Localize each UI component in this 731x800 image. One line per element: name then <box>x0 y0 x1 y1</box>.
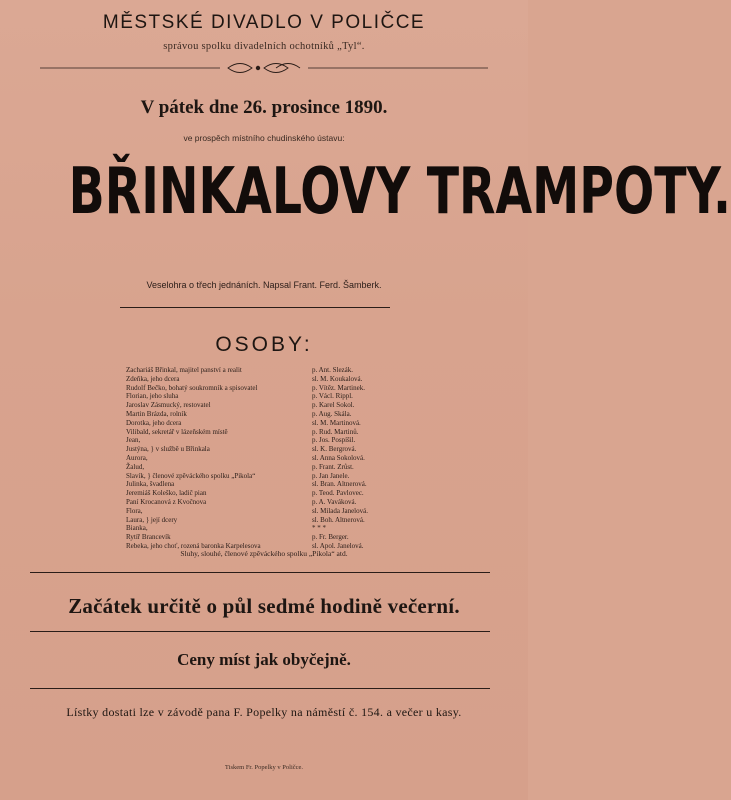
divider <box>30 572 490 573</box>
cast-row <box>126 366 416 375</box>
actor: p. Aug. Skála. <box>312 409 352 418</box>
play-title: BŘINKALOVY TRAMPOTY. <box>68 155 731 229</box>
role: Dorotka, jeho dcera <box>126 418 182 427</box>
actor: p. A. Vaváková. <box>312 497 357 506</box>
role: Aurora, <box>126 453 148 462</box>
actor: sl. K. Bergrová. <box>312 445 357 454</box>
role: Jeremiáš Koleško, ladič pian <box>126 489 207 498</box>
cast-row <box>126 375 416 384</box>
cast-row <box>126 392 416 401</box>
cast-row <box>126 454 416 463</box>
printer-imprint: Tiskem Fr. Popelky v Poličce. <box>224 764 304 771</box>
actor: p. Frant. Zrůst. <box>312 462 354 471</box>
cast-row <box>126 384 416 393</box>
actor: sl. Bran. Altnerová. <box>312 480 367 489</box>
tickets-notice: Lístky dostati lze v závodě pana F. Popelky na náměstí č. 154. a večer u kasy. <box>66 705 462 719</box>
role: Vilibald, sekretář v lázeňském místě <box>126 427 228 436</box>
actor: p. Ant. Slezák. <box>312 366 354 374</box>
role: Julinka, švadlena <box>126 480 175 489</box>
cast-row <box>126 533 416 542</box>
actor: p. Karel Sokol. <box>312 401 355 410</box>
role: Flora, <box>126 506 143 515</box>
actor: p. Jan Janele. <box>312 471 350 480</box>
role: Rudolf Bečko, bohatý soukromník a spisovatel <box>126 383 258 392</box>
prices-notice: Ceny míst jak obyčejně. <box>177 650 351 669</box>
cast-row <box>126 410 416 419</box>
performance-date: V pátek dne 26. prosince 1890. <box>140 97 388 118</box>
actor: p. Teod. Pavlovec. <box>312 489 364 498</box>
role: Rebeka, jeho choť, rozená baronka Karpelesova <box>126 541 261 550</box>
role: Slavík, } členové zpěváckého spolku „Pikola“ <box>126 471 256 480</box>
role: Florian, jeho sluha <box>126 392 179 401</box>
cast-row <box>126 436 416 445</box>
cast-row <box>126 428 416 437</box>
extras-line: Sluhy, slouhé, členové zpěváckého spolku „Pikola“ atd. <box>180 549 348 558</box>
cast-row <box>126 498 416 507</box>
divider <box>30 688 490 689</box>
role: Jean, <box>126 436 141 445</box>
cast-list <box>126 366 416 551</box>
role: Zdeňka, jeho dcera <box>126 374 180 383</box>
cast-row <box>126 419 416 428</box>
actor: p. Rud. Martinů. <box>312 427 359 436</box>
cast-heading: OSOBY: <box>215 333 313 356</box>
actor: sl. Anna Sokolová. <box>312 453 365 462</box>
actor: sl. Boh. Altnerová. <box>312 515 365 524</box>
start-time-notice: Začátek určitě o půl sedmé hodině večerní. <box>68 594 460 618</box>
actor: * * * <box>312 524 326 533</box>
benefit-line: ve prospěch místního chudinského ústavu: <box>183 133 345 143</box>
cast-row <box>126 524 416 533</box>
role: Bianka, <box>126 524 148 533</box>
divider <box>30 631 490 632</box>
role: Laura, } její dcery <box>126 515 178 524</box>
cast-row <box>126 401 416 410</box>
actor: p. Fr. Berger. <box>312 533 349 542</box>
divider <box>120 307 390 308</box>
role: Zachariáš Břinkal, majitel panství a realit <box>126 366 242 374</box>
cast-row <box>126 472 416 481</box>
role: Jaroslav Zásmucký, restovatel <box>126 401 211 410</box>
cast-row <box>126 507 416 516</box>
role: Paní Krocanová z Kvočnova <box>126 497 207 506</box>
cast-row <box>126 480 416 489</box>
actor: p. Vítěz. Martinek. <box>312 383 365 392</box>
organizer-line: správou spolku divadelních ochotníků „Tyl“. <box>163 41 365 52</box>
cast-row <box>126 516 416 525</box>
cast-row <box>126 489 416 498</box>
actor: p. Jos. Pospíšil. <box>312 436 356 445</box>
theatre-name: MĚSTSKÉ DIVADLO V POLIČCE <box>102 12 426 33</box>
role: Rytíř Brancevík <box>126 533 171 542</box>
actor: sl. Milada Janelová. <box>312 506 368 515</box>
role: Žalud, <box>126 462 145 471</box>
role: Justýna, } v službě u Břinkala <box>126 445 210 454</box>
actor: sl. M. Koukalová. <box>312 374 363 383</box>
cast-row <box>126 445 416 454</box>
actor: sl. Apol. Janelová. <box>312 541 364 550</box>
actor: p. Václ. Rippl. <box>312 392 353 401</box>
cast-row <box>126 463 416 472</box>
role: Martin Brázda, rolník <box>126 409 187 418</box>
ornament-divider-icon <box>40 62 488 74</box>
actor: sl. M. Martinová. <box>312 418 361 427</box>
genre-line: Veselohra o třech jednáních. Napsal Frant. Ferd. Šamberk. <box>146 280 382 290</box>
